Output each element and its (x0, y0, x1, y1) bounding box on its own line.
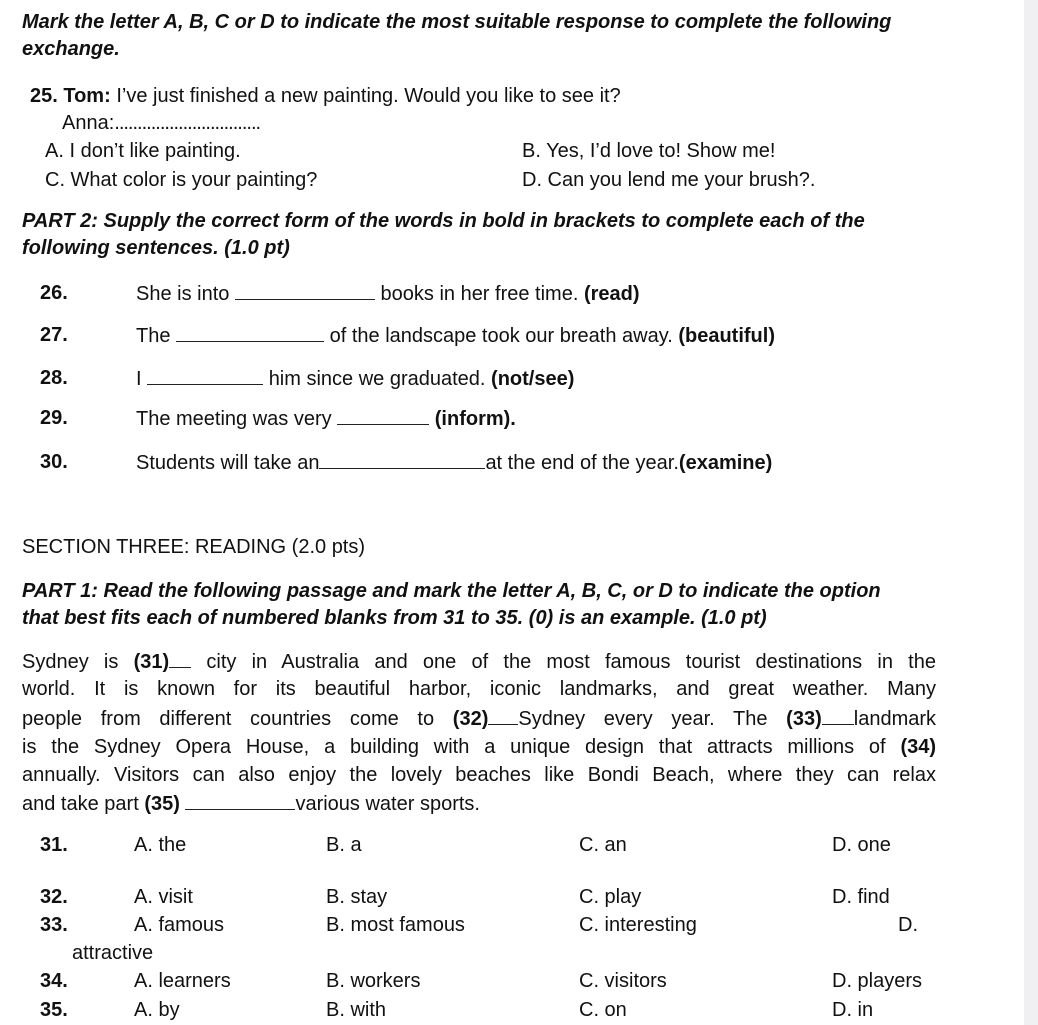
option-34-b[interactable]: B. workers (326, 970, 421, 992)
q25-option-b[interactable]: B. Yes, I’d love to! Show me! (522, 140, 776, 162)
item-26-pre: She is into (136, 283, 230, 305)
q25-question: 25. Tom: I’ve just finished a new painting. Would you like to see it? (30, 85, 621, 107)
passage-text: people from different countries come to (22, 708, 435, 730)
item-26-sentence (136, 281, 640, 306)
item-30-sentence (136, 450, 772, 475)
blank-32-number: (32) (452, 708, 489, 730)
blank-33-number: (33) (786, 708, 822, 730)
option-33-b[interactable]: B. most famous (326, 914, 465, 936)
q25-question-text: I’ve just finished a new painting. Would you like to see it? (116, 85, 621, 107)
passage-text: Sydney is (22, 651, 119, 673)
option-33-a[interactable]: A. famous (134, 914, 225, 936)
item-28-number: 28. (40, 367, 68, 389)
option-32-d[interactable]: D. find (832, 886, 890, 908)
part1-title-line1: PART 1: Read the following passage and mark the letter A, B, C, or D to indicate the option (22, 580, 881, 602)
item-28-blank[interactable] (147, 366, 263, 385)
passage-line-3 (22, 706, 936, 731)
item-28-post: him since we graduated. (268, 368, 486, 390)
passage-line-4 (22, 735, 936, 759)
part2-title-line2: following sentences. (1.0 pt) (22, 237, 290, 259)
item-30-pre: Students will take an (136, 452, 320, 474)
option-row-33-number: 33. (40, 914, 68, 936)
option-35-d[interactable]: D. in (832, 999, 874, 1021)
item-29-word: (inform). (434, 408, 516, 430)
blank-31[interactable] (169, 649, 191, 668)
anna-label: Anna: (62, 112, 115, 134)
q25-option-c[interactable]: C. What color is your painting? (45, 169, 318, 191)
option-32-c[interactable]: C. play (579, 886, 642, 908)
option-34-d[interactable]: D. players (832, 970, 923, 992)
option-row-32-number: 32. (40, 886, 68, 908)
anna-answer-dots: ................................ (114, 112, 261, 134)
part1-title-line2: that best fits each of numbered blanks from 31 to 35. (0) is an example. (1.0 pt) (22, 607, 767, 629)
option-31-d[interactable]: D. one (832, 834, 891, 856)
item-29-number: 29. (40, 407, 68, 429)
item-28-word: (not/see) (491, 368, 575, 390)
passage-line-6 (22, 791, 480, 816)
option-35-a[interactable]: A. by (134, 999, 180, 1021)
option-34-c[interactable]: C. visitors (579, 970, 667, 992)
option-34-a[interactable]: A. learners (134, 970, 231, 992)
q25-instruction-line2: exchange. (22, 38, 120, 60)
option-33-c[interactable]: C. interesting (579, 914, 697, 936)
passage-text: city in Australia and one of the most famous tourist destinations in the (206, 651, 936, 673)
item-30-blank[interactable] (319, 450, 485, 469)
item-26-number: 26. (40, 282, 68, 304)
blank-31-number: (31) (133, 651, 170, 673)
blank-34-number: (34) (900, 736, 937, 758)
item-30-number: 30. (40, 451, 68, 473)
q25-anna[interactable] (62, 111, 260, 135)
item-27-blank[interactable] (176, 323, 324, 342)
blank-33[interactable] (822, 706, 854, 725)
passage-text: and take part (22, 793, 139, 815)
item-27-word: (beautiful) (678, 325, 775, 347)
passage-text: various water sports. (295, 793, 480, 815)
item-26-post: books in her free time. (380, 283, 579, 305)
q25-option-d[interactable]: D. Can you lend me your brush?. (522, 169, 816, 191)
option-35-b[interactable]: B. with (326, 999, 387, 1021)
passage-text: is the Sydney Opera House, a building with a unique design that attracts millions of (22, 736, 886, 758)
passage-line-2: world. It is known for its beautiful harbor, iconic landmarks, and great weather. Many (22, 678, 936, 700)
passage-text: landmark (853, 708, 937, 730)
section-three-title: SECTION THREE: READING (2.0 pts) (22, 536, 366, 558)
option-row-31-number: 31. (40, 834, 68, 856)
q25-option-a[interactable]: A. I don’t like painting. (45, 140, 241, 162)
passage-text: Sydney every year. The (518, 708, 768, 730)
right-margin-strip (1024, 0, 1038, 1025)
item-29-blank[interactable] (337, 406, 429, 425)
passage-line-1 (22, 649, 936, 674)
blank-35[interactable] (185, 791, 295, 810)
item-29-pre: The meeting was very (136, 408, 332, 430)
part2-title-line1: PART 2: Supply the correct form of the words in bold in brackets to complete each of the (22, 210, 865, 232)
item-28-pre: I (136, 368, 142, 390)
option-33-d-wrap[interactable]: attractive (72, 942, 154, 964)
option-35-c[interactable]: C. on (579, 999, 627, 1021)
item-27-pre: The (136, 325, 171, 347)
passage-line-5: annually. Visitors can also enjoy the lovely beaches like Bondi Beach, where they can relax (22, 764, 936, 786)
item-27-number: 27. (40, 324, 68, 346)
option-31-a[interactable]: A. the (134, 834, 187, 856)
item-30-post: at the end of the year. (485, 452, 679, 474)
option-33-d[interactable]: D. (898, 914, 918, 936)
item-27-post: of the landscape took our breath away. (329, 325, 673, 347)
item-29-sentence (136, 406, 516, 431)
option-31-b[interactable]: B. a (326, 834, 362, 856)
q25-instruction-line1: Mark the letter A, B, C or D to indicate the most suitable response to complete the following (22, 11, 892, 33)
option-32-a[interactable]: A. visit (134, 886, 193, 908)
item-26-blank[interactable] (235, 281, 375, 300)
option-31-c[interactable]: C. an (579, 834, 627, 856)
item-28-sentence (136, 366, 574, 391)
option-row-34-number: 34. (40, 970, 68, 992)
item-27-sentence (136, 323, 775, 348)
item-30-word: (examine) (678, 452, 773, 474)
blank-35-number: (35) (144, 793, 180, 815)
option-32-b[interactable]: B. stay (326, 886, 388, 908)
blank-32[interactable] (488, 706, 518, 725)
item-26-word: (read) (583, 283, 640, 305)
option-row-35-number: 35. (40, 999, 68, 1021)
